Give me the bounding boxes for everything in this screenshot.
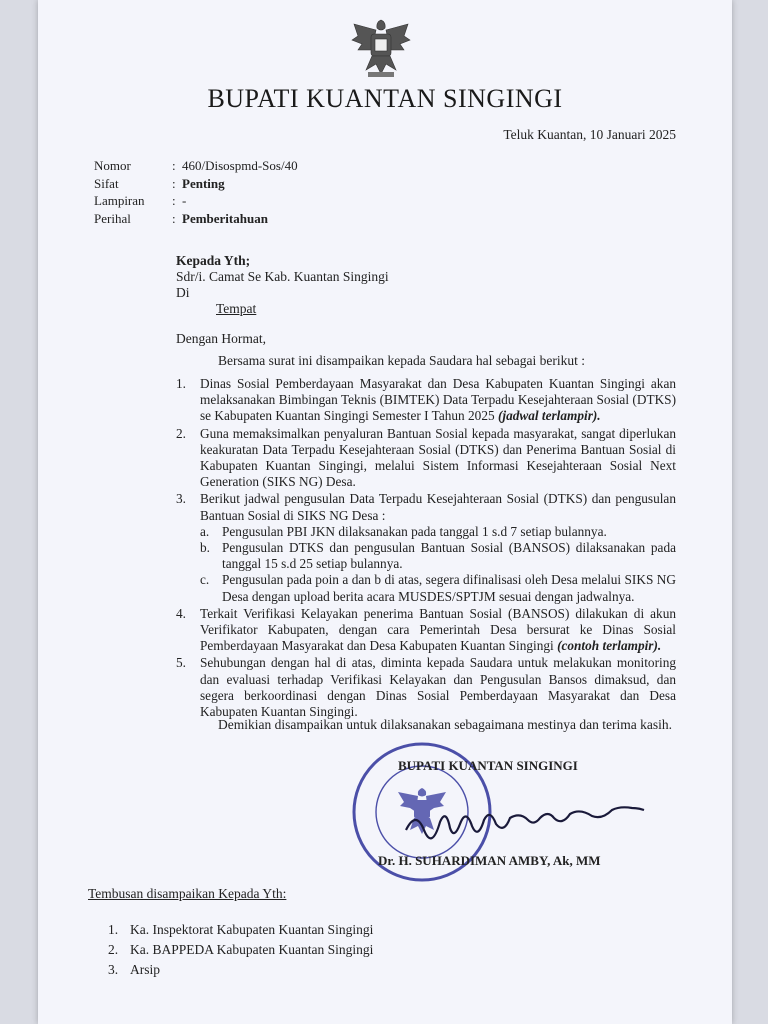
cc-title: Tembusan disampaikan Kepada Yth: <box>88 886 287 901</box>
list-item <box>176 376 676 425</box>
item-number: 3. <box>176 491 186 507</box>
sub-item <box>200 572 676 604</box>
cc-text: Arsip <box>130 962 160 977</box>
colon: : <box>172 175 176 191</box>
item-number: 1. <box>176 376 186 391</box>
sub-item <box>200 540 676 572</box>
signer-name: Dr. H. SUHARDIMAN AMBY, Ak, MM <box>378 853 601 868</box>
list-item <box>176 655 676 720</box>
colon: : <box>172 158 176 173</box>
cc-item <box>108 940 373 960</box>
cc-list <box>108 920 373 980</box>
sub-text: Pengusulan pada poin a dan b di atas, segera difinalisasi oleh Desa melalui SIKS NG Desa dengan upload berita acara MUSDES/SPTJM sesuai dengan jadwalnya. <box>222 572 676 604</box>
item-emphasis: (jadwal terlampir). <box>497 408 601 424</box>
recipient-block <box>176 253 389 317</box>
intro-paragraph: Bersama surat ini disampaikan kepada Saudara hal sebagai berikut : <box>218 353 585 368</box>
list-item <box>176 426 676 491</box>
lampiran-value: - <box>182 193 187 208</box>
lampiran-label: Lampiran <box>94 193 145 208</box>
item-text <box>200 606 676 655</box>
sub-text: Pengusulan DTKS dan pengusulan Bantuan Sosial (BANSOS) dilaksanakan pada tanggal 15 s.d 25 setiap bulannya. <box>222 540 676 572</box>
tempat-label: Tempat <box>216 301 257 316</box>
item-body: Terkait Verifikasi Kelayakan penerima Bantuan Sosial (BANSOS) dilakukan di akun Verifikator Kabupaten, dengan cara Pemerintah Desa bersurat ke Dinas Sosial Pemberdayaan Masyarakat dan Desa Kabupaten Kuantan Singingi <box>200 605 676 654</box>
cc-text: Ka. Inspektorat Kabupaten Kuantan Singingi <box>130 922 374 937</box>
cc-number: 1. <box>108 922 119 937</box>
list-item <box>176 491 676 604</box>
cc-text: Ka. BAPPEDA Kabupaten Kuantan Singingi <box>130 942 374 957</box>
cc-item <box>108 920 373 940</box>
item-emphasis: (contoh terlampir). <box>557 638 662 654</box>
kepada-label: Kepada Yth; <box>176 253 251 268</box>
cc-number: 2. <box>108 942 119 957</box>
nomor-label: Nomor <box>94 158 131 173</box>
cc-number: 3. <box>108 962 119 977</box>
sub-number: a. <box>200 523 210 539</box>
nomor-value: 460/Disospmd-Sos/40 <box>182 158 298 173</box>
item-text: Sehubungan dengan hal di atas, diminta kepada Saudara untuk melakukan monitoring dan evaluasi terhadap Verifikasi Kelayakan dan Pengusulan Bansos dimaksud, dan segera berkoordinasi dengan Dinas Sosial Pemberdayaan Masyarakat dan Desa Kabupaten Kuantan Singingi. <box>200 655 676 720</box>
item-text: Guna memaksimalkan penyaluran Bantuan Sosial kepada masyarakat, sangat diperlukan keakuratan Data Terpadu Kesejahteraan Sosial (DTKS) dan Penerima Bantuan Sosial di Kabupaten Kuantan Singingi, melalui Sistem Informasi Kesejahteraan Sosial Next Generation (SIKS NG) Desa. <box>200 425 676 490</box>
di-label: Di <box>176 285 190 300</box>
letterhead-title: BUPATI KUANTAN SINGINGI <box>207 84 563 113</box>
numbered-list <box>176 376 676 721</box>
item-text <box>200 376 676 425</box>
sub-number: b. <box>200 540 210 556</box>
sifat-value: Penting <box>182 175 225 191</box>
item-number: 5. <box>176 655 186 671</box>
perihal-label: Perihal <box>94 210 131 226</box>
sub-number: c. <box>200 572 210 588</box>
colon: : <box>172 210 176 226</box>
item-body: Dinas Sosial Pemberdayaan Masyarakat dan Desa Kabupaten Kuantan Singingi akan melaksanakan Bimbingan Teknis (BIMTEK) Data Terpadu Kesejahteraan Sosial (DTKS) se Kabupaten Kuantan Singingi Semester I Tahun 2025 <box>200 376 676 424</box>
sub-item <box>200 524 676 540</box>
closing-paragraph <box>176 716 676 734</box>
recipient-name: Sdr/i. Camat Se Kab. Kuantan Singingi <box>176 269 389 284</box>
cc-item <box>108 960 373 980</box>
sifat-label: Sifat <box>94 175 119 191</box>
item-body: Berikut jadwal pengusulan Data Terpadu Kesejahteraan Sosial (DTKS) dan pengusulan Bantuan Sosial di SIKS NG Desa : <box>200 491 676 523</box>
salutation: Dengan Hormat, <box>176 331 266 346</box>
item-text <box>200 491 676 604</box>
closing-text: Demikian disampaikan untuk dilaksanakan sebagaimana mestinya dan terima kasih. <box>218 717 672 732</box>
handwritten-signature-icon <box>396 800 696 850</box>
letter-page <box>38 0 732 1024</box>
sub-text: Pengusulan PBI JKN dilaksanakan pada tanggal 1 s.d 7 setiap bulannya. <box>222 523 607 539</box>
item-number: 4. <box>176 605 186 621</box>
item-number: 2. <box>176 425 186 441</box>
signer-title: BUPATI KUANTAN SINGINGI <box>398 758 578 773</box>
perihal-value: Pemberitahuan <box>182 210 268 226</box>
letter-meta <box>94 157 298 227</box>
colon: : <box>172 193 176 208</box>
list-item <box>176 606 676 655</box>
garuda-emblem-icon <box>346 14 416 84</box>
place-date: Teluk Kuantan, 10 Januari 2025 <box>503 127 676 142</box>
